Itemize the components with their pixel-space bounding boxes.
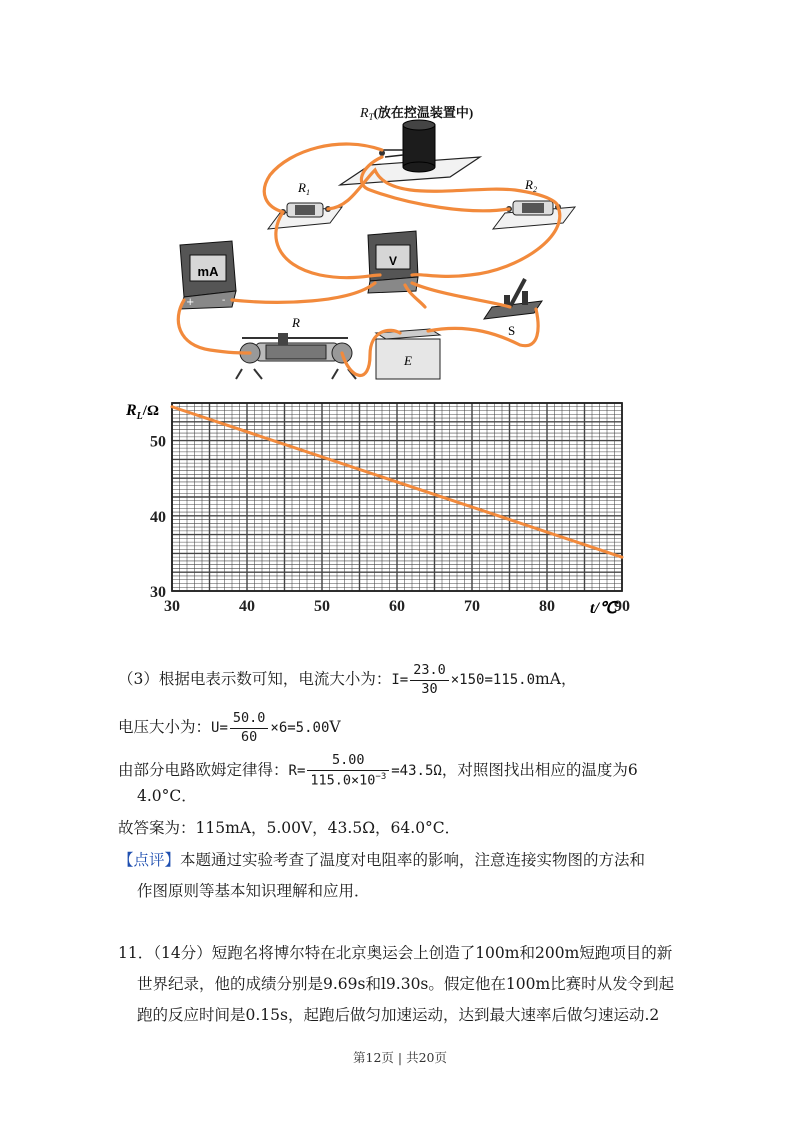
x-axis-label: t/℃ bbox=[590, 600, 617, 617]
v-label: V bbox=[388, 254, 398, 268]
r2-label: $R_2$ bbox=[525, 177, 537, 194]
voltage-fraction bbox=[230, 712, 269, 744]
voltage-unit: V bbox=[329, 718, 341, 736]
x-tick-label: 30 bbox=[164, 598, 180, 615]
milliammeter bbox=[180, 241, 236, 309]
current-prefix: （3）根据电表示数可知，电流大小为： bbox=[118, 670, 392, 688]
resistance-denominator-base: 115.0×10 bbox=[310, 772, 376, 788]
battery-e bbox=[376, 329, 440, 379]
ma-plus: + bbox=[186, 297, 195, 308]
solution-line-resistance bbox=[118, 754, 638, 788]
answer-line: 故答案为：115mA，5.00V，43.5Ω，64.0°C． bbox=[118, 819, 461, 837]
voltage-lhs: U= bbox=[211, 720, 228, 736]
resistor-r2 bbox=[493, 201, 575, 229]
question-11-line-1: 11．（14分）短跑名将博尔特在北京奥运会上创造了100m和200m短跑项目的新 bbox=[118, 944, 673, 962]
chart-grid bbox=[172, 403, 622, 591]
x-tick-labels bbox=[164, 598, 630, 615]
circuit-diagram bbox=[170, 95, 590, 395]
y-tick-label: 50 bbox=[150, 433, 166, 451]
switch-s bbox=[484, 279, 542, 319]
resistance-lhs: R= bbox=[288, 762, 306, 779]
comment-line-1 bbox=[118, 853, 645, 869]
solution-line-current bbox=[118, 664, 576, 696]
x-tick-label: 70 bbox=[464, 598, 480, 615]
ma-label: mA bbox=[197, 264, 219, 279]
current-numerator: 23.0 bbox=[410, 664, 449, 681]
solution-line-temperature: 4.0°C． bbox=[137, 787, 197, 805]
x-tick-label: 80 bbox=[539, 598, 555, 615]
resistance-denominator-exp: −3 bbox=[375, 771, 387, 782]
y-tick-labels bbox=[150, 434, 166, 601]
s-label: S bbox=[508, 323, 516, 338]
current-unit: mA， bbox=[535, 670, 577, 688]
y-axis-label: $R_L/\Omega$ bbox=[126, 402, 159, 422]
solution-line-voltage bbox=[118, 712, 341, 744]
resistance-fraction bbox=[307, 754, 389, 788]
rheostat-r bbox=[236, 333, 356, 379]
current-fraction bbox=[410, 664, 449, 696]
comment-line-2: 作图原则等基本知识理解和应用． bbox=[137, 882, 370, 900]
current-rhs: ×150=115.0 bbox=[450, 672, 536, 688]
r1-label: $R_1$ bbox=[298, 180, 310, 197]
y-tick-label: 30 bbox=[150, 584, 166, 601]
comment-text-1: 本题通过实验考查了温度对电阻率的影响，注意连接实物图的方法和 bbox=[180, 851, 646, 869]
question-11-line-2: 世界纪录，他的成绩分别是9.69s和l9.30s。假定他在100m比赛时从发令到起 bbox=[137, 975, 675, 993]
comment-tag: 【点评】 bbox=[118, 851, 181, 869]
x-tick-label: 50 bbox=[314, 598, 330, 615]
question-11-line-3: 跑的反应时间是0.15s，起跑后做匀加速运动，达到最大速率后做匀速运动.2 bbox=[137, 1006, 660, 1024]
y-tick-label: 40 bbox=[150, 508, 166, 526]
rt-label: $R_T$(放在控温装置中) bbox=[360, 105, 474, 122]
resistance-rhs: =43.5Ω bbox=[391, 762, 442, 779]
resistance-prefix: 由部分电路欧姆定律得： bbox=[118, 760, 289, 779]
ma-minus: - bbox=[222, 295, 226, 306]
voltage-numerator: 50.0 bbox=[230, 712, 269, 729]
r-label: R bbox=[292, 315, 300, 330]
x-tick-label: 60 bbox=[389, 598, 405, 615]
resistance-denominator bbox=[307, 771, 389, 788]
current-lhs: I= bbox=[391, 672, 409, 688]
voltage-rhs: ×6=5.00 bbox=[270, 720, 330, 736]
voltage-prefix: 电压大小为： bbox=[118, 718, 212, 736]
x-tick-label: 90 bbox=[614, 598, 630, 615]
x-tick-label: 40 bbox=[239, 598, 255, 615]
voltage-denominator: 60 bbox=[241, 728, 258, 745]
current-denominator: 30 bbox=[421, 680, 438, 697]
e-label: E bbox=[404, 353, 412, 368]
resistance-suffix: ，对照图找出相应的温度为6 bbox=[441, 760, 638, 779]
resistance-temperature-chart bbox=[118, 393, 638, 625]
page-footer: 第12页 | 共20页 bbox=[353, 1050, 447, 1065]
resistance-numerator: 5.00 bbox=[307, 754, 389, 771]
